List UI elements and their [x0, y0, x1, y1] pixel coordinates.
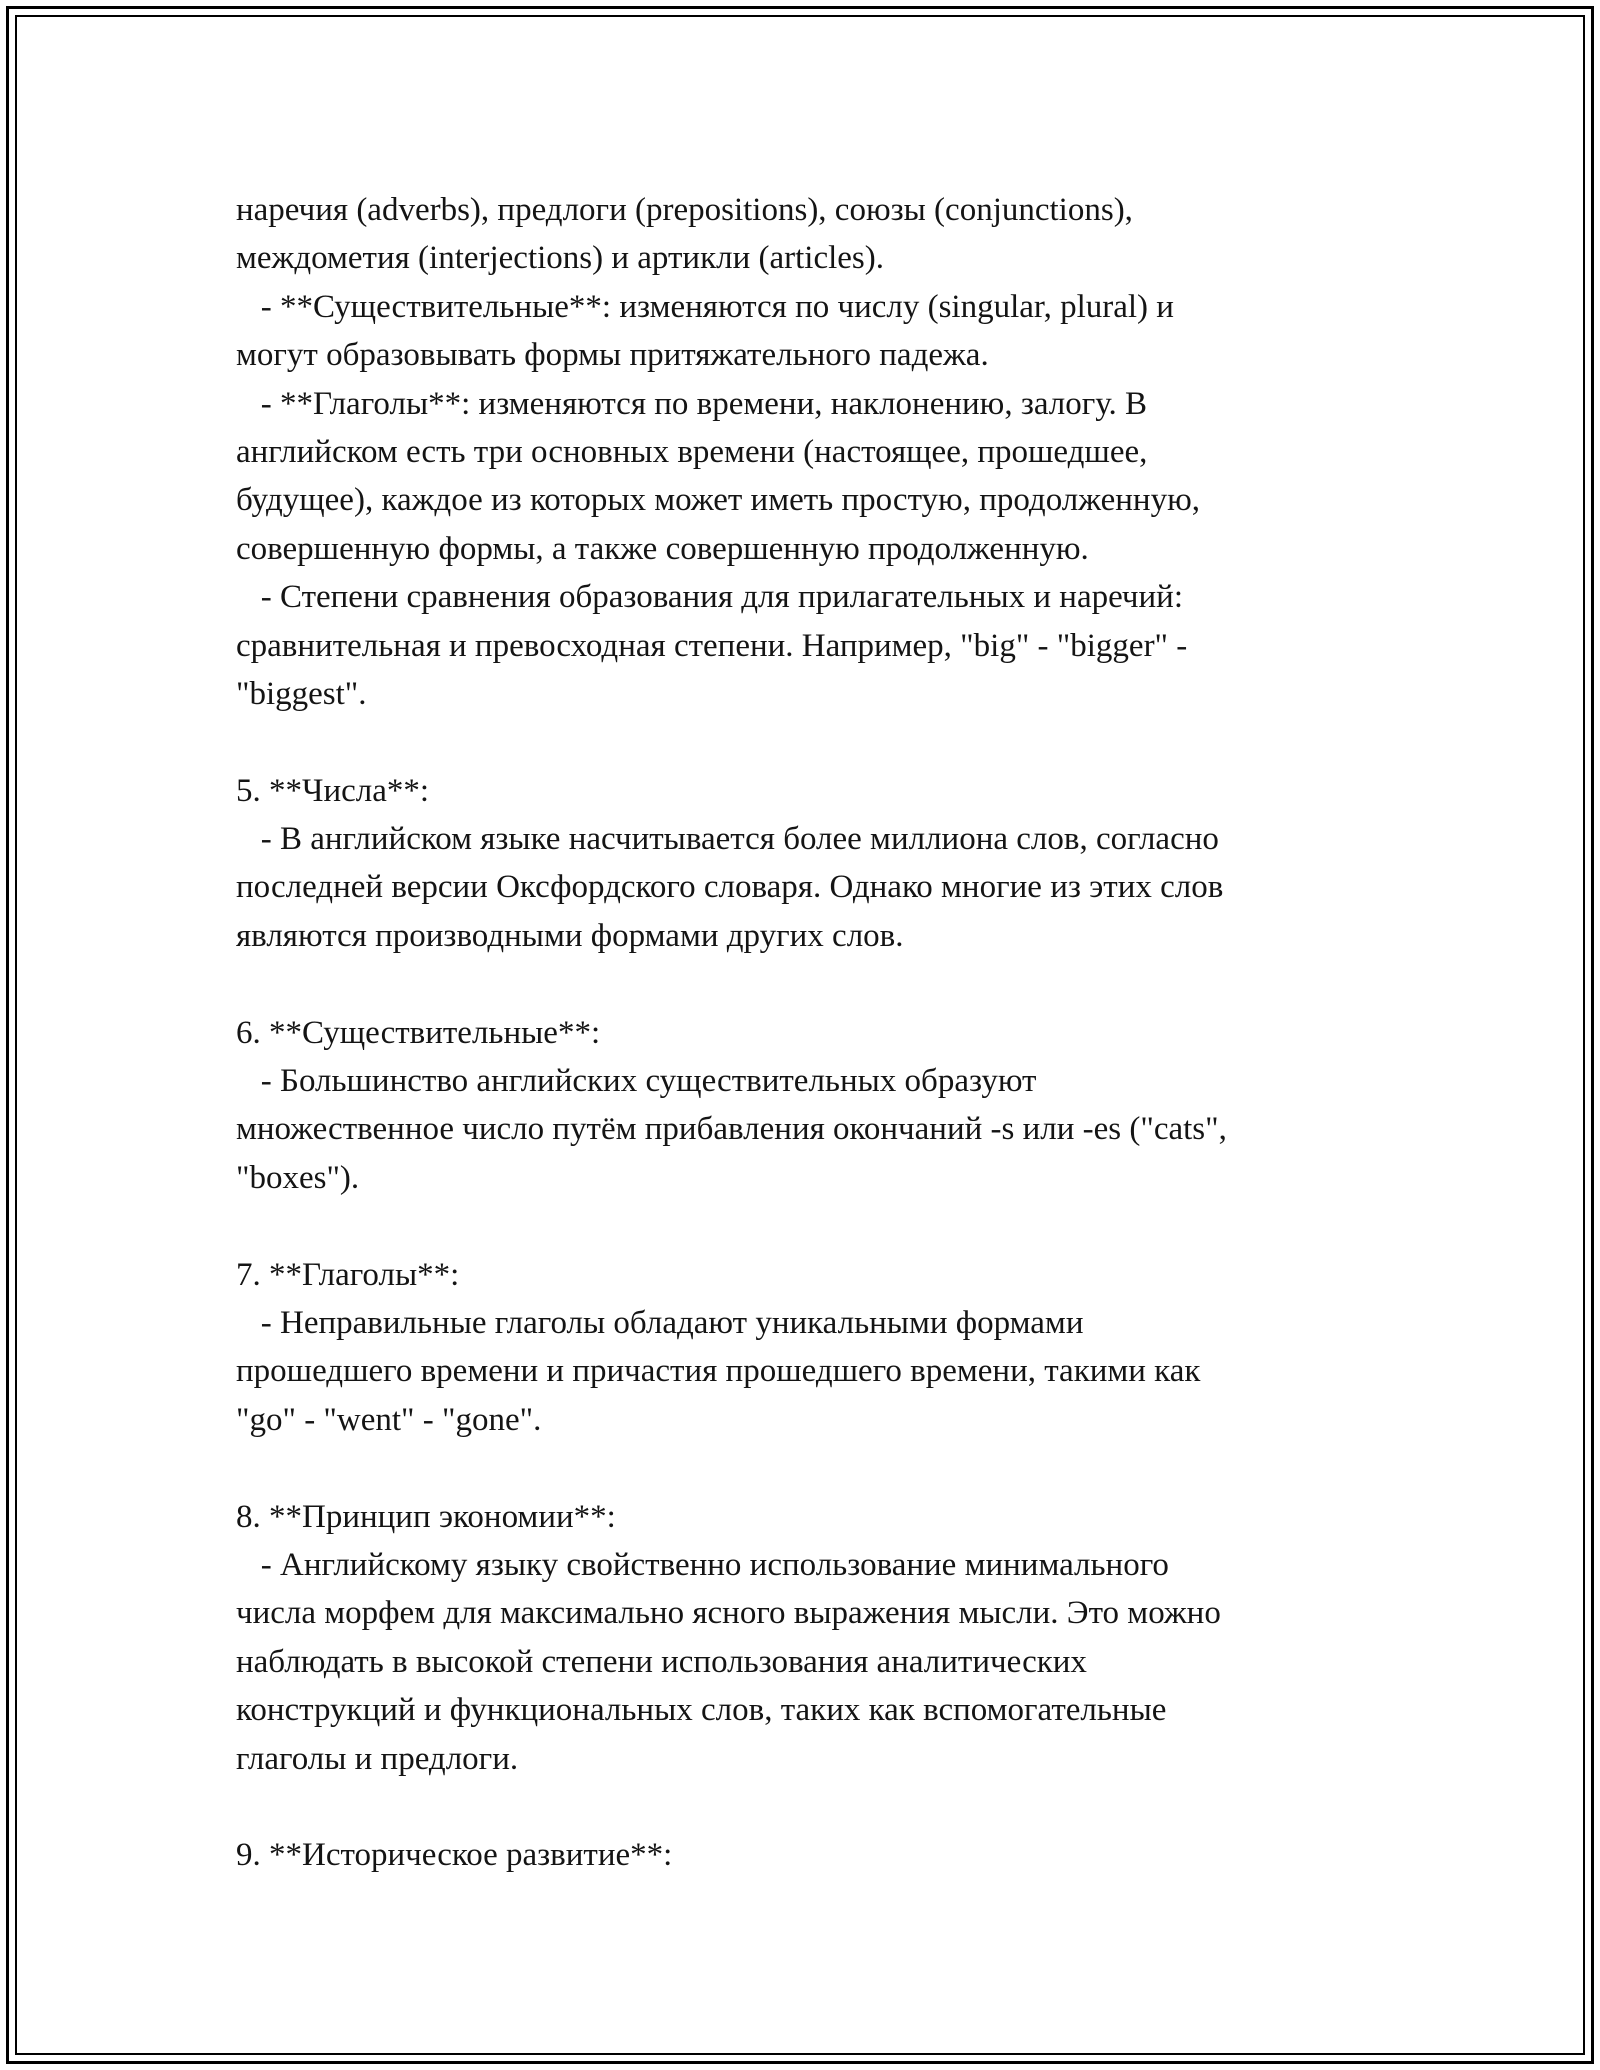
blank-line — [236, 1783, 1376, 1831]
text-line: - Степени сравнения образования для прилагательных и наречий: — [236, 579, 1184, 616]
text-line: "go" - "went" - "gone". — [236, 1401, 542, 1438]
text-line: являются производными формами других слов. — [236, 917, 904, 954]
text-line: прошедшего времени и причастия прошедшего времени, такими как — [236, 1353, 1201, 1390]
text-line: наречия (adverbs), предлоги (prepositions), союзы (conjunctions), — [236, 192, 1133, 228]
section-heading: 7. **Глаголы**: — [236, 1256, 460, 1293]
text-line: конструкций и функциональных слов, таких как вспомогательные — [236, 1692, 1167, 1729]
text-line: глаголы и предлоги. — [236, 1740, 519, 1777]
text-line: будущее), каждое из которых может иметь простую, продолженную, — [236, 482, 1200, 519]
text-line: - В английском языке насчитывается более миллиона слов, согласно — [236, 821, 1219, 858]
text-line: наблюдать в высокой степени использования аналитических — [236, 1643, 1087, 1680]
text-line: междометия (interjections) и артикли (articles). — [236, 240, 884, 277]
text-line: сравнительная и превосходная степени. Например, "big" - "bigger" - — [236, 627, 1188, 664]
text-line: "biggest". — [236, 675, 367, 712]
section-heading: 6. **Существительные**: — [236, 1014, 601, 1051]
text-line: - Большинство английских существительных образуют — [236, 1063, 1037, 1100]
text-line: могут образовывать формы притяжательного падежа. — [236, 337, 989, 374]
blank-line — [236, 1202, 1376, 1250]
text-line: последней версии Оксфордского словаря. Однако многие из этих слов — [236, 869, 1224, 906]
text-line: - Английскому языку свойственно использование минимального — [236, 1546, 1169, 1583]
blank-line — [236, 718, 1376, 766]
section-heading: 8. **Принцип экономии**: — [236, 1498, 616, 1535]
section-heading: 9. **Историческое развитие**: — [236, 1837, 673, 1874]
text-line: английском есть три основных времени (настоящее, прошедшее, — [236, 433, 1148, 470]
text-line: числа морфем для максимально ясного выражения мысли. Это можно — [236, 1595, 1221, 1632]
text-line: совершенную формы, а также совершенную продолженную. — [236, 530, 1089, 567]
text-line: "boxes"). — [236, 1159, 360, 1196]
text-line: - **Существительные**: изменяются по числу (singular, plural) и — [236, 288, 1174, 325]
text-line: множественное число путём прибавления окончаний -s или -es ("cats", — [236, 1111, 1227, 1148]
blank-line — [236, 1444, 1376, 1492]
text-line: - Неправильные глаголы обладают уникальными формами — [236, 1304, 1084, 1341]
text-line: - **Глаголы**: изменяются по времени, наклонению, залогу. В — [236, 385, 1148, 422]
document-body — [236, 186, 1376, 1880]
section-heading: 5. **Числа**: — [236, 772, 430, 809]
blank-line — [236, 960, 1376, 1008]
